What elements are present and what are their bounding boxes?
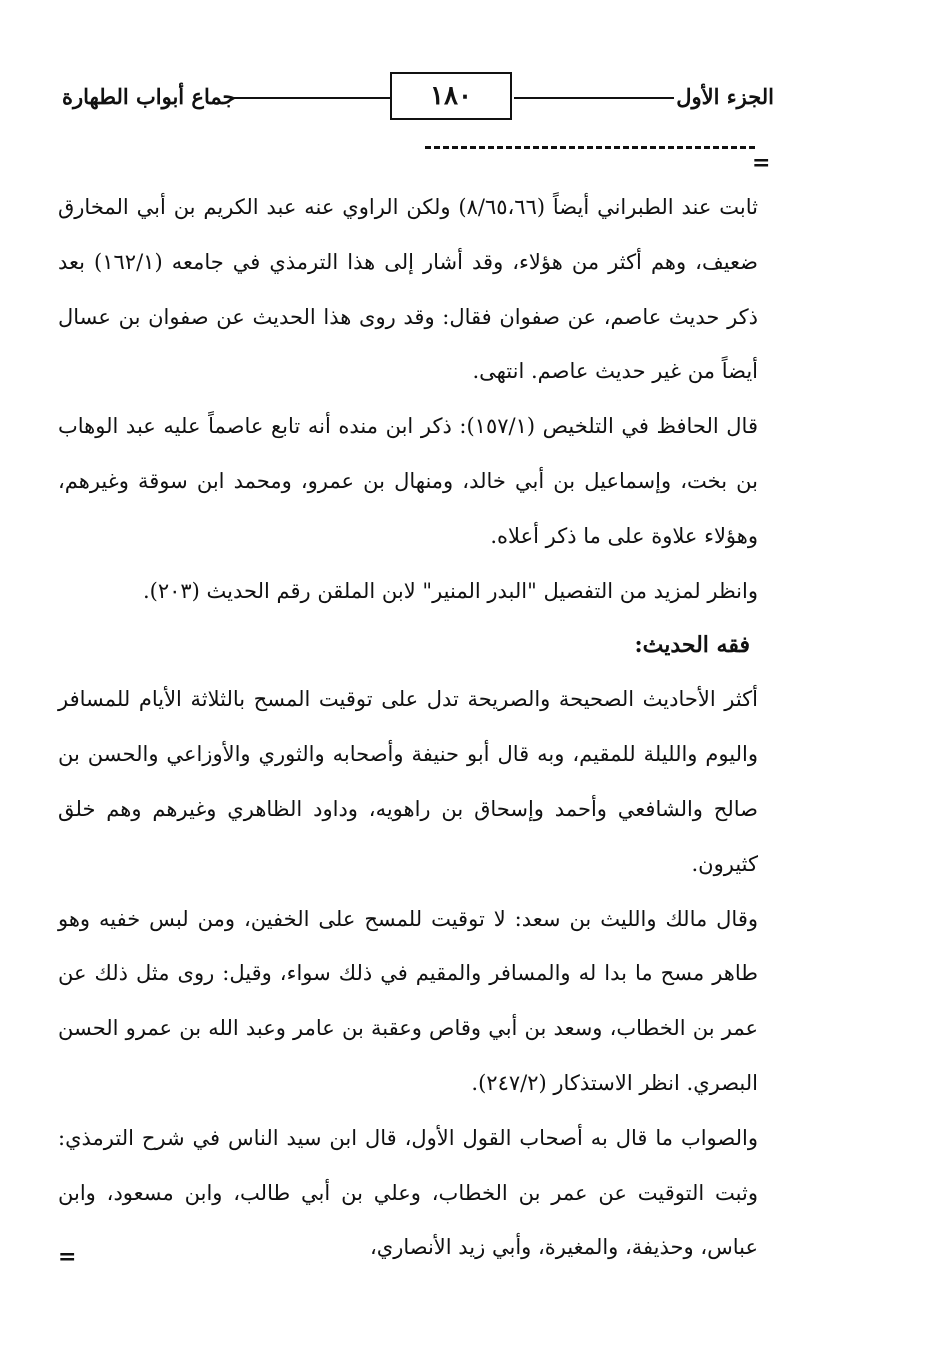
page-number: ١٨٠ — [390, 72, 512, 120]
body-paragraph: والصواب ما قال به أصحاب القول الأول، قال ابن سيد الناس في شرح الترمذي: وثبت التوقيت عن عمر بن الخطاب، وعلي بن أبي طالب، وابن مسعود، وابن عباس، وحذيفة، والمغيرة، وأبي زيد الأنصاري، — [58, 1125, 758, 1260]
continuation-mark-top: = — [752, 150, 771, 176]
body-paragraph: أكثر الأحاديث الصحيحة والصريحة تدل على توقيت المسح بالثلاثة الأيام للمسافر واليوم والليلة للمقيم، وبه قال أبو حنيفة وأصحابه والثوري والأوزاعي والحسن بن صالح والشافعي وأحمد وإسحاق بن راهويه، وداود الظاهري وغيرهم وهم خلق كثيرون. — [58, 687, 758, 876]
footnote-paragraph: وانظر لمزيد من التفصيل "البدر المنير" لابن الملقن رقم الحديث (٢٠٣). — [142, 578, 758, 603]
section-heading: فقه الحديث: — [634, 632, 750, 659]
continuation-mark-bottom: = — [58, 1244, 77, 1270]
footnote-paragraph: ثابت عند الطبراني أيضاً (٨/٦٥،٦٦) ولكن الراوي عنه عبد الكريم بن أبي المخارق ضعيف، وهم أكثر من هؤلاء، وقد أشار إلى هذا الترمذي في جامعه (١٦٢/١) بعد ذكر حديث عاصم، عن صفوان فقال: وقد روى هذا الحديث عن صفوان بن عسال أيضاً من غير حديث عاصم. انتهى. — [58, 195, 758, 384]
running-header — [62, 72, 774, 126]
page-body — [58, 180, 758, 1275]
header-rule-left — [234, 97, 390, 99]
part-label: الجزء الأول — [676, 84, 774, 109]
footnote-paragraph: قال الحافظ في التلخيص (١٥٧/١): ذكر ابن منده أنه تابع عاصماً عليه عبد الوهاب بن بخت، وإسماعيل بن أبي خالد، ومنهال بن عمرو، ومحمد ابن سوقة وغيرهم، وهؤلاء علاوة على ما ذكر أعلاه. — [58, 414, 758, 548]
header-rule-right — [514, 97, 674, 99]
footnote-separator — [425, 146, 755, 149]
chapter-title: جماع أبواب الطهارة — [62, 84, 236, 109]
body-paragraph: وقال مالك والليث بن سعد: لا توقيت للمسح على الخفين، ومن لبس خفيه وهو طاهر مسح ما بدا له والمسافر والمقيم في ذلك سواء، وقيل: روى مثل ذلك عن عمر بن الخطاب، وسعد بن أبي وقاص وعقبة بن عامر وعبد الله بن عمرو الحسن البصري. انظر الاستذكار (٢٤٧/٢). — [58, 906, 758, 1095]
